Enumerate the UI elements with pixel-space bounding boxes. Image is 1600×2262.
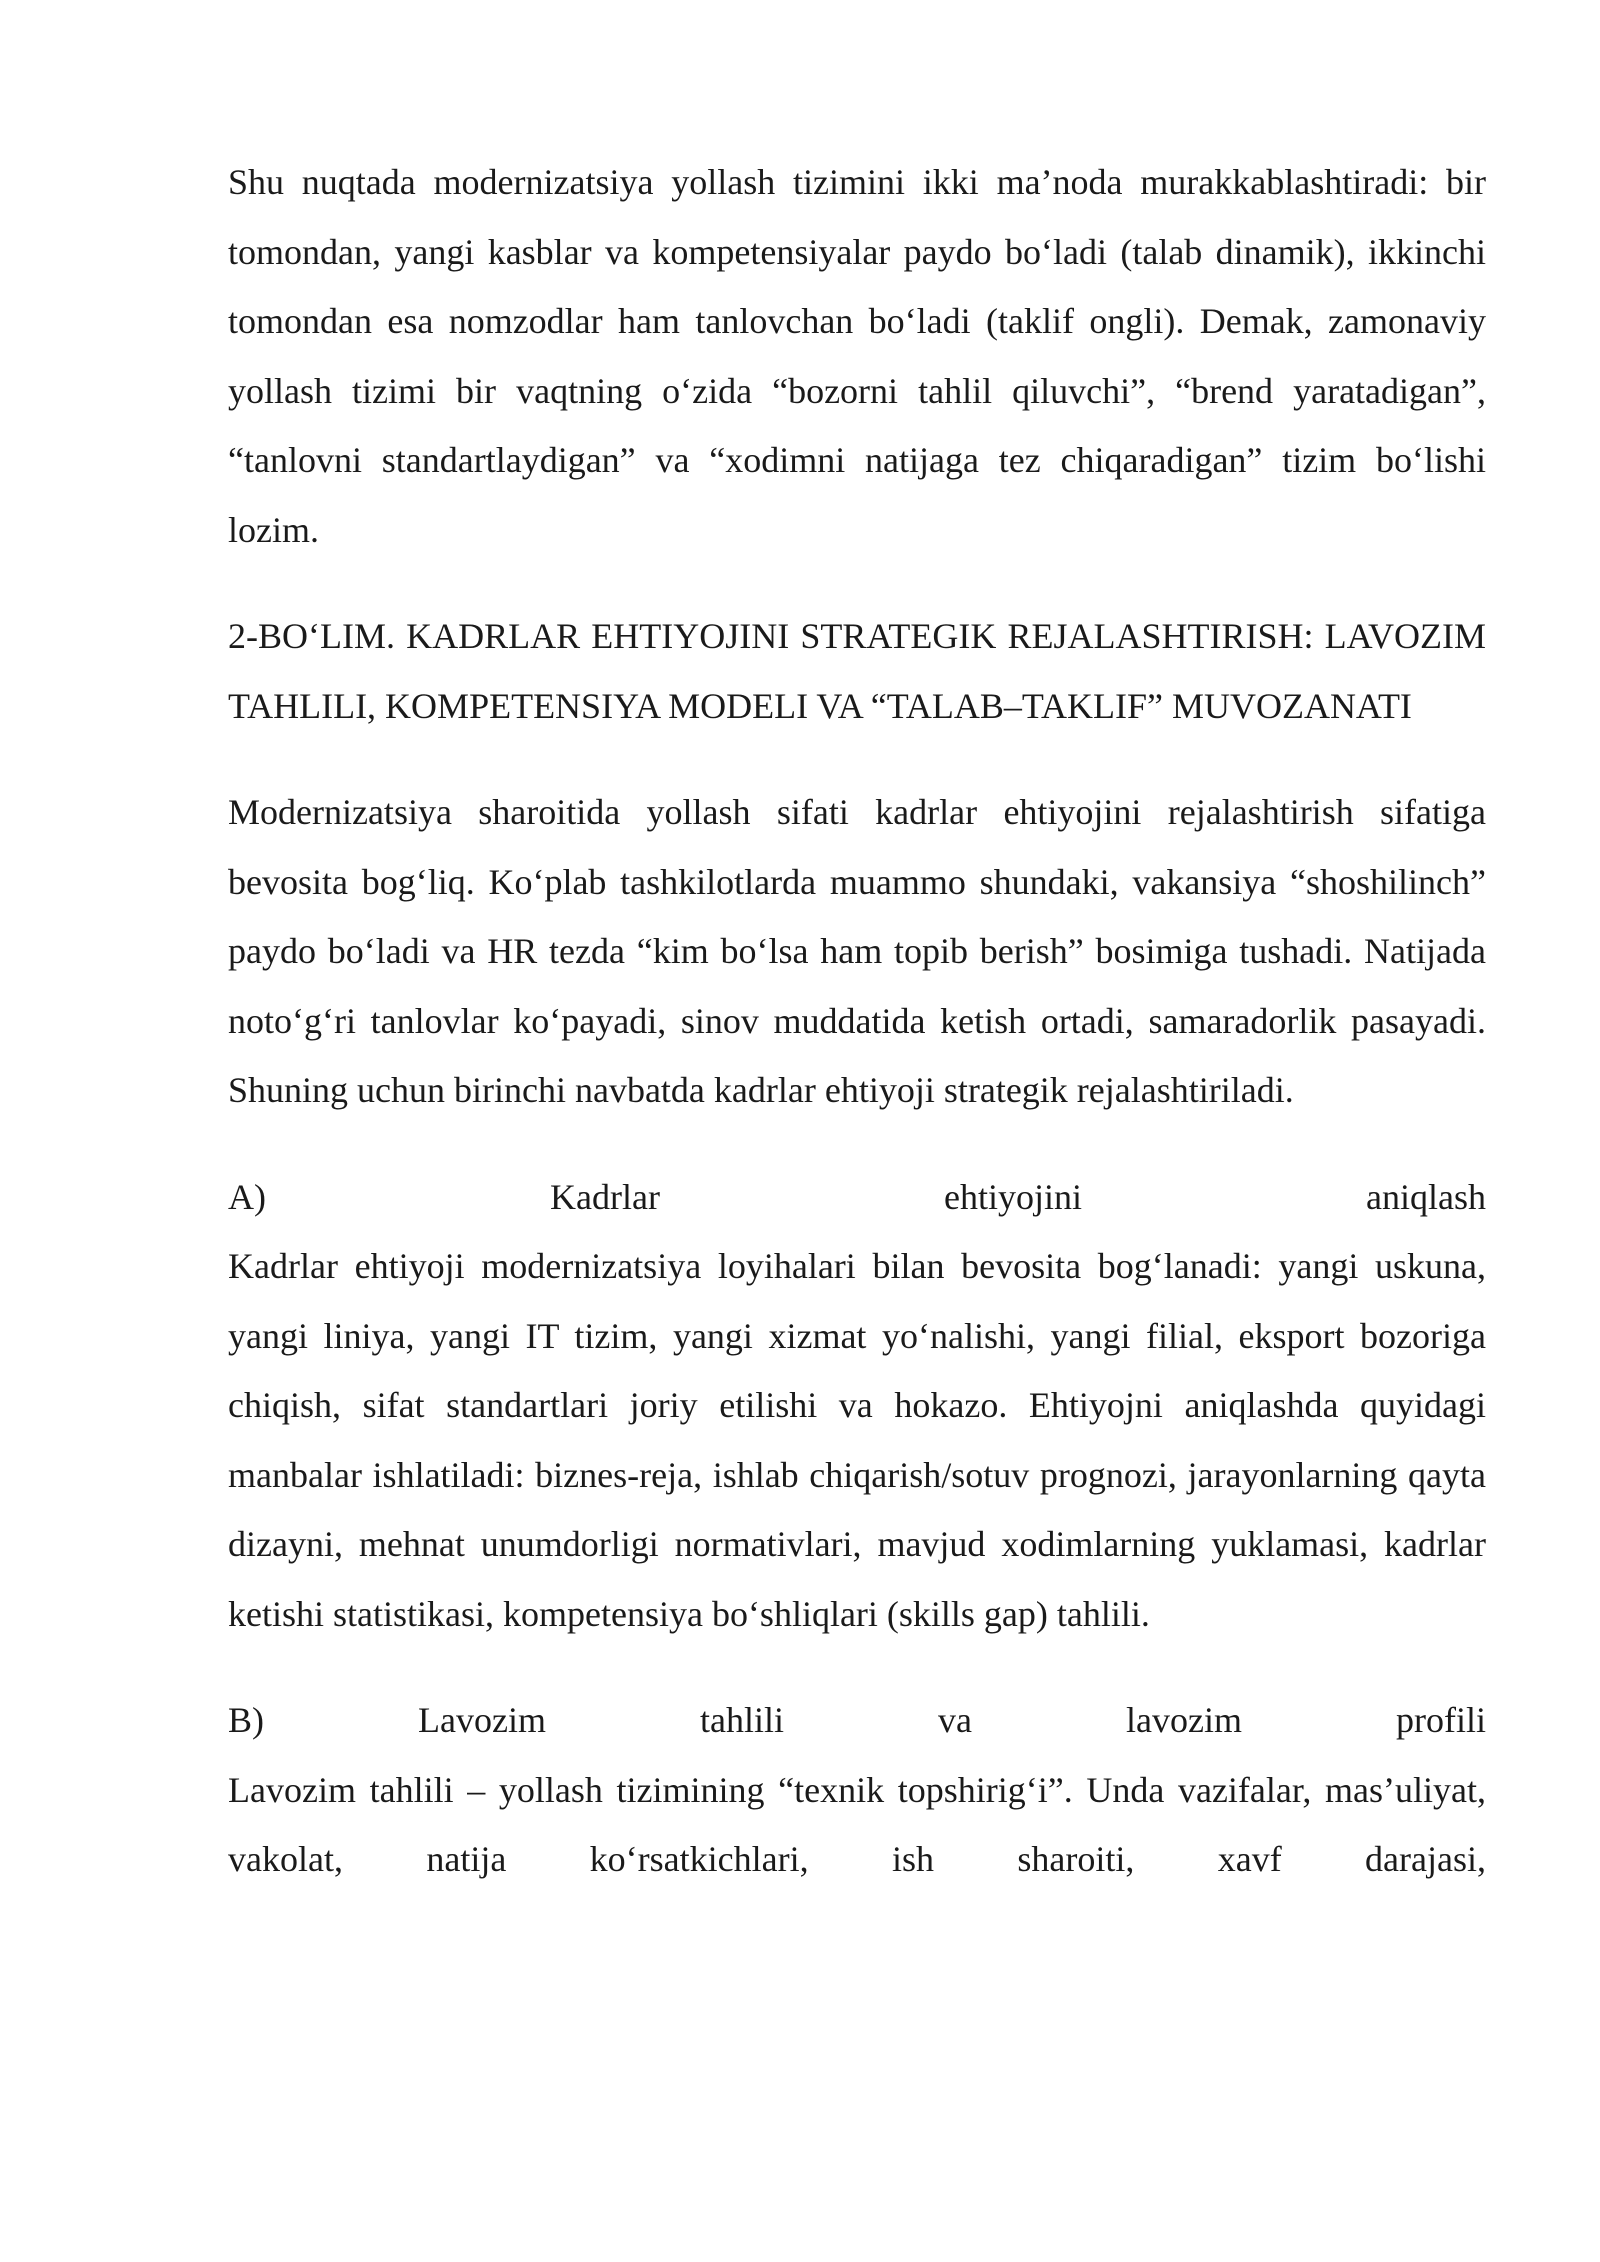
section-b-body: Lavozim tahlili – yollash tizimining “texnik topshirig‘i”. Unda vazifalar, mas’uliyat, vakolat, natija ko‘rsatkichlari, ish sharoiti, xavf darajasi, [228, 1769, 1486, 1879]
paragraph-intro: Shu nuqtada modernizatsiya yollash tizimini ikki ma’noda murakkablashtiradi: bir tomondan, yangi kasblar va kompetensiyalar paydo bo‘ladi (talab dinamik), ikkinchi tomondan esa nomzodlar ham tanlovchan bo‘ladi (taklif ongli). Demak, zamonaviy yollash tizimi bir vaqtning o‘zida “bozorni tahlil qiluvchi”, “brend yaratadigan”, “tanlovni standartlaydigan” va “xodimni natijaga tez chiqaradigan” tizim bo‘lishi lozim. [228, 162, 1486, 550]
section-a-title: A) Kadrlar ehtiyojini aniqlash [228, 1176, 1486, 1217]
page-content [228, 148, 1486, 1932]
section-heading: 2-BO‘LIM. KADRLAR EHTIYOJINI STRATEGIK REJALASHTIRISH: LAVOZIM TAHLILI, KOMPETENSIYA MODELI VA “TALAB–TAKLIF” MUVOZANATI [228, 616, 1486, 726]
paragraph-planning: Modernizatsiya sharoitida yollash sifati kadrlar ehtiyojini rejalashtirish sifatiga bevosita bog‘liq. Ko‘plab tashkilotlarda muammo shundaki, vakansiya “shoshilinch” paydo bo‘ladi va HR tezda “kim bo‘lsa ham topib berish” bosimiga tushadi. Natijada noto‘g‘ri tanlovlar ko‘payadi, sinov muddatida ketish ortadi, samaradorlik pasayadi. Shuning uchun birinchi navbatda kadrlar ehtiyoji strategik rejalashtiriladi. [228, 792, 1486, 1110]
section-b-title: B) Lavozim tahlili va lavozim profili [228, 1700, 1486, 1740]
section-a [228, 1163, 1486, 1650]
section-b [228, 1686, 1486, 1895]
section-a-body: Kadrlar ehtiyoji modernizatsiya loyihalari bilan bevosita bog‘lanadi: yangi uskuna, yangi liniya, yangi IT tizim, yangi xizmat yo‘nalishi, yangi filial, eksport bozoriga chiqish, sifat standartlari joriy etilishi va hokazo. Ehtiyojni aniqlashda quyidagi manbalar ishlatiladi: biznes-reja, ishlab chiqarish/sotuv prognozi, jarayonlarning qayta dizayni, mehnat unumdorligi normativlari, mavjud xodimlarning yuklamasi, kadrlar ketishi statistikasi, kompetensiya bo‘shliqlari (skills gap) tahlili. [228, 1246, 1486, 1634]
